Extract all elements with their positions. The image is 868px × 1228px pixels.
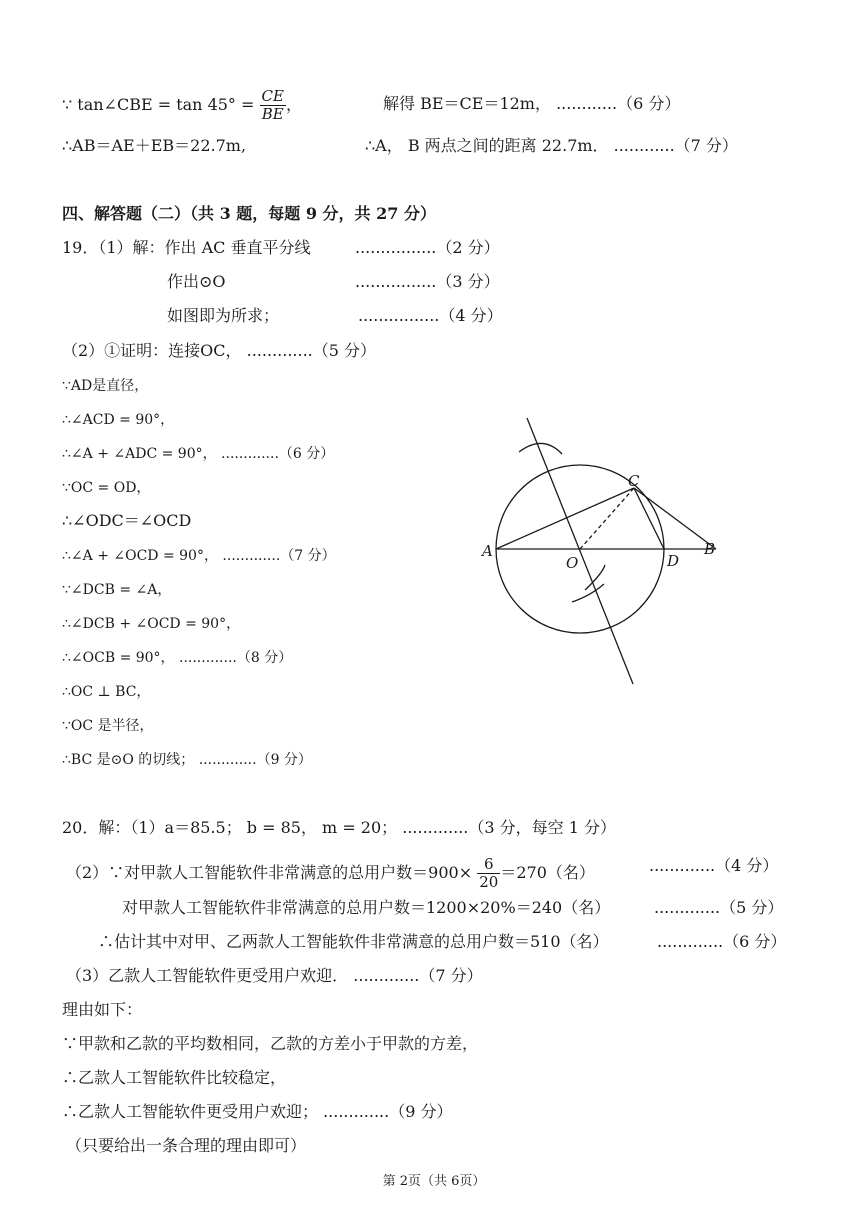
q19-line-2: 作出⊙O [167,272,226,291]
fraction-numerator: CE [261,87,284,105]
fraction-denominator: BE [261,105,284,123]
q19-line-11: ∵∠DCB = ∠A， [62,582,172,598]
q20-line-6: 理由如下： [62,1000,143,1019]
q19-line-10: ∴∠A + ∠OCD = 90°， .............（7 分） [62,548,336,564]
q20-line-4-score: .............（6 分） [657,932,787,951]
radius-oc-dashed [580,488,634,549]
q19-line-1: 19．（1）解：作出 AC 垂直平分线 [62,238,311,257]
q20-line-10: （只要给出一条合理的理由即可） [66,1136,307,1155]
q19-line-8: ∵OC = OD， [62,480,151,496]
ab-distance: ∴A， B 两点之间的距离 22.7m． ............（7 分） [365,136,738,155]
q19-line-7: ∴∠A + ∠ADC = 90°， .............（6 分） [62,446,335,462]
fraction-6-20 [477,856,500,891]
q20-line-2-prefix: （2）∵对甲款人工智能软件非常满意的总用户数＝900× [66,863,473,882]
q19-line-2-score: ................（3 分） [355,272,500,291]
section-title: 四、解答题（二）（共 3 题，每题 9 分，共 27 分） [62,204,436,223]
solve-be-ce: 解得 BE＝CE＝12m， ............（6 分） [383,94,681,113]
q20-line-4: ∴估计其中对甲、乙两款人工智能软件非常满意的总用户数＝510（名） [98,932,609,951]
q20-line-9: ∴乙款人工智能软件更受用户欢迎； .............（9 分） [62,1102,453,1121]
fraction-numerator: 6 [477,856,500,874]
q19-line-9: ∴∠ODC＝∠OCD [62,511,192,530]
fraction-denominator: 20 [479,873,499,891]
page-footer: 第 2页（共 6页） [382,1174,486,1189]
q19-line-15: ∵OC 是半径， [62,718,154,734]
q19-line-3: 如图即为所求； [167,306,280,325]
chord-ac [496,488,634,549]
q19-line-1-score: ................（2 分） [355,238,500,257]
q20-line-1: 20．解：（1）a＝85.5； b = 85， m = 20； .............（3 分，每空 1 分） [62,818,616,837]
label-o: O [566,554,579,572]
q19-line-14: ∴OC ⊥ BC， [62,684,151,700]
q20-line-2-suffix: ＝270（名） [500,863,595,882]
q20-line-2-score: .............（4 分） [649,856,779,875]
q19-line-5: ∵AD是直径， [62,378,149,394]
q20-line-8: ∴乙款人工智能软件比较稳定， [62,1068,287,1087]
chord-cd [634,488,664,549]
ab-sum: ∴AB＝AE＋EB＝22.7m, [62,136,247,155]
q20-line-5: （3）乙款人工智能软件更受用户欢迎． .............（7 分） [66,966,483,985]
label-c: C [628,472,640,490]
q20-line-3-score: .............（5 分） [654,898,784,917]
q20-line-7: ∵甲款和乙款的平均数相同，乙款的方差小于甲款的方差， [62,1034,479,1053]
tan-equation-suffix: ， [285,95,302,114]
q19-line-3-score: ................（4 分） [358,306,503,325]
q20-line-2 [66,856,595,891]
q19-line-13: ∴∠OCB = 90°， .............（8 分） [62,650,293,666]
q19-line-6: ∴∠ACD = 90°， [62,412,175,428]
tan-equation-prefix: ∵ tan∠CBE = tan 45° = [62,95,255,114]
label-b: B [704,540,716,558]
q19-line-16: ∴BC 是⊙O 的切线； .............（9 分） [62,752,312,768]
label-d: D [667,552,680,570]
label-a: A [482,542,493,560]
q20-line-3: 对甲款人工智能软件非常满意的总用户数＝1200×20%＝240（名） [122,898,611,917]
q19-line-4: （2）①证明：连接OC， .............（5 分） [62,341,377,360]
perpendicular-bisector [527,418,633,684]
q19-line-12: ∴∠DCB + ∠OCD = 90°， [62,616,241,632]
